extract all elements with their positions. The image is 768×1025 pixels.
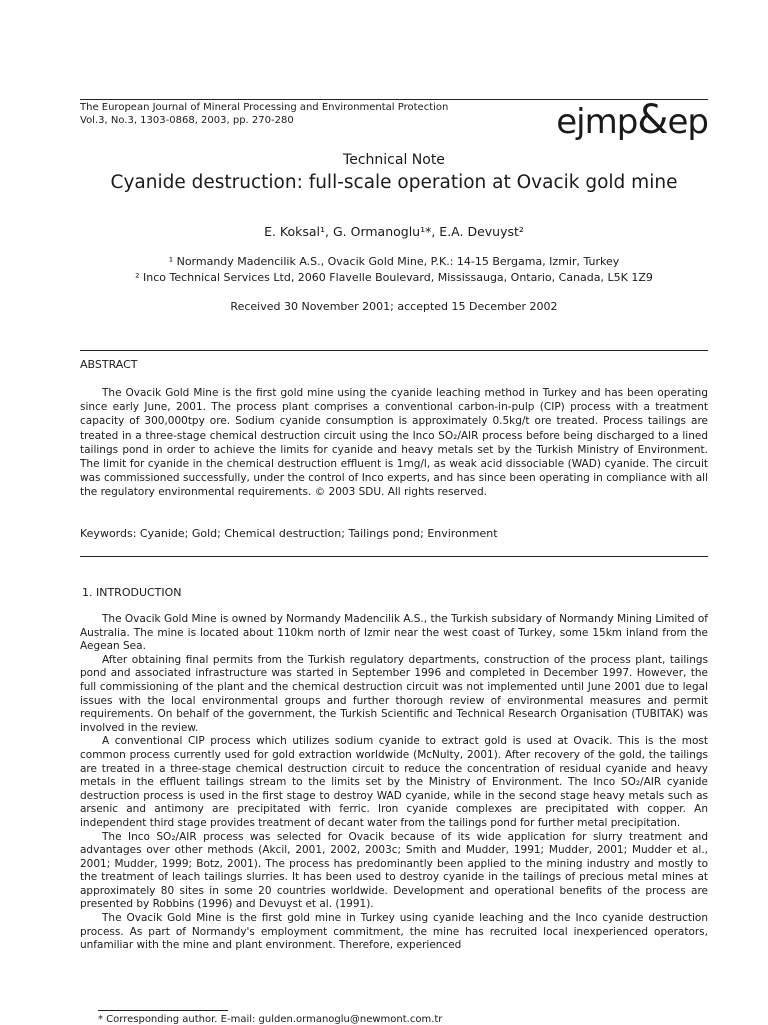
- keywords: Keywords: Cyanide; Gold; Chemical destruction; Tailings pond; Environment: [80, 527, 498, 540]
- journal-logo: [556, 97, 708, 143]
- paper-title: Cyanide destruction: full-scale operation at Ovacik gold mine: [110, 172, 678, 193]
- note-type: Technical Note: [343, 152, 445, 168]
- logo-left: ejmp: [556, 102, 638, 142]
- journal-name: The European Journal of Mineral Processing and Environmental Protection: [80, 102, 449, 113]
- abstract-heading: ABSTRACT: [80, 358, 138, 371]
- intro-body: [80, 613, 708, 953]
- footnote: * Corresponding author. E-mail: gulden.ormanoglu@newmont.com.tr: [98, 1014, 443, 1025]
- abstract-text: The Ovacik Gold Mine is the first gold mine using the cyanide leaching method in Turkey and has been operating since early June, 2001. The process plant comprises a conventional carbon-in-pulp (CIP) process with a treatment capacity of 300,000tpy ore. Sodium cyanide consumption is approximately 0.5kg/t ore treated. Process tailings are treated in a three-stage chemical destruction circuit using the Inco SO₂/AIR process before being discharged to a lined tailings pond in order to achieve the limits for cyanide and heavy metals set by the Turkish Ministry of Environment. The limit for cyanide in the chemical destruction effluent is 1mg/l, as weak acid dissociable (WAD) cyanide. The circuit was commissioned successfully, under the control of Inco experts, and has since been operating in compliance with all the regulatory environmental requirements. © 2003 SDU. All rights reserved.: [80, 387, 708, 499]
- logo-right: ep: [667, 102, 708, 142]
- intro-paragraph: The Ovacik Gold Mine is the first gold mine in Turkey using cyanide leaching and the Inco cyanide destruction process. As part of Normandy's employment commitment, the mine has recruited local inexperienced operators, unfamiliar with the mine and plant environment. Therefore, experienced: [80, 912, 708, 952]
- intro-heading: 1. INTRODUCTION: [82, 586, 182, 599]
- abstract-bottom-rule: [80, 556, 708, 557]
- intro-paragraph: After obtaining final permits from the Turkish regulatory departments, construction of the process plant, tailings pond and associated infrastructure was started in September 1996 and completed in December 1997. However, the full commissioning of the plant and the chemical destruction circuit was not implemented until June 2001 due to legal issues with the local environmental groups and further thorough review of environmental measures and permit requirements. On behalf of the government, the Turkish Scientific and Technical Research Organisation (TUBITAK) was involved in the review.: [80, 653, 708, 734]
- footnote-rule: [98, 1010, 228, 1011]
- authors: E. Koksal¹, G. Ormanoglu¹*, E.A. Devuyst²: [264, 224, 524, 239]
- journal-citation: Vol.3, No.3, 1303-0868, 2003, pp. 270-280: [80, 115, 294, 126]
- intro-paragraph: The Inco SO₂/AIR process was selected for Ovacik because of its wide application for slurry treatment and advantages over other methods (Akcil, 2001, 2002, 2003c; Smith and Mudder, 1991; Mudder, 2001; Mudder et al., 2001; Mudder, 1999; Botz, 2001). The process has predominantly been applied to the mining industry and mostly to the treatment of leach tailings slurries. It has been used to destroy cyanide in the tailings of precious metal mines at approximately 80 sites in some 20 countries worldwide. Development and operational benefits of the process are presented by Robbins (1996) and Devuyst et al. (1991).: [80, 830, 708, 911]
- intro-paragraph: A conventional CIP process which utilizes sodium cyanide to extract gold is used at Ovacik. This is the most common process currently used for gold extraction worldwide (McNulty, 2001). After recovery of the gold, the tailings are treated in a three-stage chemical destruction circuit to reduce the concentration of residual cyanide and heavy metals in the effluent tailings stream to the limits set by the Ministry of Environment. The Inco SO₂/AIR cyanide destruction process is used in the first stage to destroy WAD cyanide, while in the second stage heavy metals such as arsenic and antimony are precipitated with ferric. Iron cyanide complexes are precipitated with copper. An independent third stage provides treatment of decant water from the tailings pond for further metal precipitation.: [80, 735, 708, 829]
- journal-info: [80, 101, 448, 127]
- logo-amp: &: [637, 97, 668, 143]
- abstract-top-rule: [80, 350, 708, 351]
- paper-page: [80, 0, 708, 1024]
- affiliation-1: ¹ Normandy Madencilik A.S., Ovacik Gold Mine, P.K.: 14-15 Bergama, Izmir, Turkey: [168, 255, 620, 268]
- intro-paragraph: The Ovacik Gold Mine is owned by Normandy Madencilik A.S., the Turkish subsidary of Normandy Mining Limited of Australia. The mine is located about 110km north of Izmir near the west coast of Turkey, some 15km inland from the Aegean Sea.: [80, 613, 708, 653]
- received-dates: Received 30 November 2001; accepted 15 December 2002: [230, 300, 558, 313]
- affiliation-2: ² Inco Technical Services Ltd, 2060 Flavelle Boulevard, Mississauga, Ontario, Canada, L5K 1Z9: [135, 271, 653, 284]
